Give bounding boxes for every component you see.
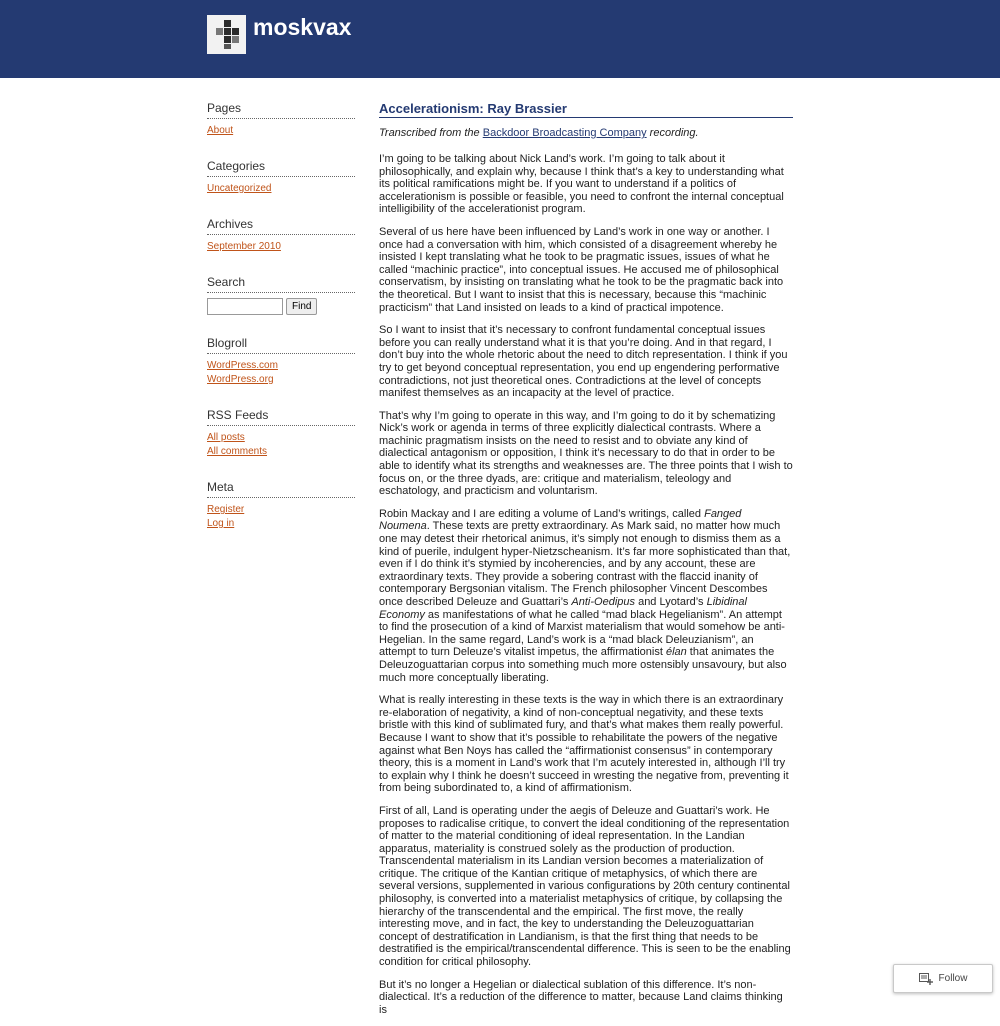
backdoor-broadcasting-link[interactable]: Backdoor Broadcasting Company <box>482 127 647 139</box>
text-segment: and Lyotard’s <box>635 596 707 608</box>
register-link[interactable]: Register <box>207 504 245 515</box>
widget-title-blogroll: Blogroll <box>207 336 355 354</box>
widget-search <box>207 275 355 315</box>
post-paragraph: I’m going to be talking about Nick Land’s work. I’m going to talk about it philosophically, and explain why, because I think that’s a key to understanding what its political ramifications might be. If you want to understand if a politics of accelerationism is possible or feasible, you need to confront the internal conceptual intelligibility of the accelerationist program. <box>379 153 784 216</box>
post-paragraph: That’s why I’m going to operate in this way, and I’m going to do it by schematizing Nick’s work or agenda in terms of three explicitly dialectical contrasts. Where a machinic pragmatism insists on the need to resist and to obviate any kind of dialectical antagonism or opposition, I think it’s necessary to do that in order to be able to identify what its strengths and weaknesses are. The three points that I wish to focus on, or the three dyads, are: critique and materialism, teleology and eschatology, and practicism and voluntarism. <box>379 409 793 498</box>
text-segment: as manifestations of what he called “mad black Hegelianism”. An attempt to find the prosecution of a kind of Marxist materialism that would somehow be anti-Hegelian. In the same regard, Land’s work is a “mad black Deleuzianism”, an attempt to turn Deleuze’s vitalist impetus, the affirmationist <box>379 608 785 659</box>
archive-september-2010-link[interactable]: September 2010 <box>207 241 281 252</box>
site-title-link[interactable]: moskvax <box>253 14 352 40</box>
widget-title-archives: Archives <box>207 217 355 235</box>
text-segment: that animates the Deleuzoguattarian corpus into something much more ostensibly unsavoury, but also much more conceptually liberating. <box>379 646 787 684</box>
text-segment: Robin Mackay and I are editing a volume of Land’s writings, called <box>379 507 705 520</box>
site-header <box>0 0 1000 78</box>
widget-archives <box>207 217 355 254</box>
widget-title-categories: Categories <box>207 159 355 177</box>
book-title: Anti-Oedipus <box>571 596 636 608</box>
about-link[interactable]: About <box>207 125 234 136</box>
sidebar <box>207 101 355 552</box>
widget-rss <box>207 408 355 459</box>
follow-icon <box>919 973 933 985</box>
category-uncategorized-link[interactable]: Uncategorized <box>207 183 272 194</box>
widget-categories <box>207 159 355 196</box>
post-paragraph: But it’s no longer a Hegelian or dialectical sublation of this difference. It’s non-dialectical. It’s a reduction of the difference to matter, because Land claims thinking is <box>379 978 783 1016</box>
post-intro <box>379 127 793 140</box>
post-paragraph: What is really interesting in these texts is the way in which there is an extraordinary re-elaboration of negativity, a kind of non-conceptual negativity, and these texts bristle with this kind of sublimated fury, and that’s what makes them really powerful. Because I want to show that it’s possible to rehabilitate the powers of the negative against what Ben Noys has called the “affirmationist consensus” in contemporary theory, this is a moment in Land’s work that I’m acutely interested in, although I’ll try to explain why I think he doesn’t succeed in wresting the negative from, preventing it from being subordinated to, a kind of affirmationism. <box>379 694 789 795</box>
text-segment: . These texts are pretty extraordinary. As Mark said, no matter how much one may detest their rhetorical animus, it’s simply not enough to dismiss them as a kind of puerile, indulgent hyper-Nietzscheanism. It’s far more sophisticated than that, even if I do think it’s stymied by incoherencies, and by any account, these are extraordinary texts. They provide a sobering contrast with the flaccid inanity of contemporary Bergsonian vitalism. The French philosopher Vincent Descombes once described Deleuze and Guattari’s <box>379 520 791 608</box>
widget-title-search: Search <box>207 275 355 293</box>
widget-title-meta: Meta <box>207 480 355 498</box>
site-logo-icon[interactable] <box>207 15 246 54</box>
post-paragraph: First of all, Land is operating under the aegis of Deleuze and Guattari’s work. He proposes to radicalise critique, to convert the ideal conditioning of the representation of matter to the material conditioning of ideal representation. In the Landian apparatus, materiality is construed solely as the production of production. Transcendental materialism in its Landian version becomes a materialization of critique. The critique of the Kantian critique of metaphysics, of which there are several versions, supplemented in various configurations by 20th century continental philosophy, is converted into a materialist metaphysics of critique, by collapsing the hierarchy of the transcendental and the empirical. The first move, the really interesting move, and in fact, the key to understanding the Deleuzoguattarian concept of destratification in Landianism, is that the first thing that needs to be destratified is the empirical/transcendental difference. This is seen to be the enabling condition for critical philosophy. <box>379 804 791 969</box>
post-paragraph <box>379 508 793 684</box>
wordpress-org-link[interactable]: WordPress.org <box>207 374 274 385</box>
intro-text-end: recording. <box>646 127 699 139</box>
find-button[interactable]: Find <box>286 298 317 315</box>
post-title[interactable]: Accelerationism: Ray Brassier <box>379 101 793 118</box>
search-input[interactable] <box>207 298 283 315</box>
widget-title-rss: RSS Feeds <box>207 408 355 426</box>
widget-meta <box>207 480 355 531</box>
log-in-link[interactable]: Log in <box>207 518 235 529</box>
follow-label: Follow <box>938 973 968 984</box>
all-comments-link[interactable]: All comments <box>207 446 268 457</box>
post-paragraph: Several of us here have been influenced by Land’s work in one way or another. I once had a conversation with him, which consisted of a disagreement whereby he insisted I kept translating what he took to be pragmatic issues, issues of what he called “machinic practice”, into conceptual issues. He accused me of philosophical conservatism, by insisting on translating what he took to be the pragmatic back into the theoretical. But I want to insist that this is necessary, because this “machinic practicism” that Land insisted on leads to a kind of practical impotence. <box>379 225 784 314</box>
widget-title-pages: Pages <box>207 101 355 119</box>
book-title: Libidinal Economy <box>379 596 747 621</box>
widget-blogroll <box>207 336 355 387</box>
wordpress-com-link[interactable]: WordPress.com <box>207 360 278 371</box>
search-form <box>207 298 355 315</box>
follow-button[interactable] <box>893 964 993 993</box>
emphasis: élan <box>665 646 687 659</box>
widget-pages <box>207 101 355 138</box>
intro-text: Transcribed from the <box>379 127 483 139</box>
post-content <box>379 101 793 1026</box>
all-posts-link[interactable]: All posts <box>207 432 245 443</box>
book-title: Fanged Noumena <box>379 507 742 533</box>
post-paragraph: So I want to insist that it’s necessary to confront fundamental conceptual issues before you can really understand what it is that you’re doing. And in that regard, I don’t buy into the whole rhetoric about the need to ditch representation. I think if you try to get beyond conceptual representation, you end up engendering performative contradictions, not just theoretical ones. Contradictions at the level of concepts manifest themselves as an incapacity at the level of practice. <box>379 324 788 400</box>
